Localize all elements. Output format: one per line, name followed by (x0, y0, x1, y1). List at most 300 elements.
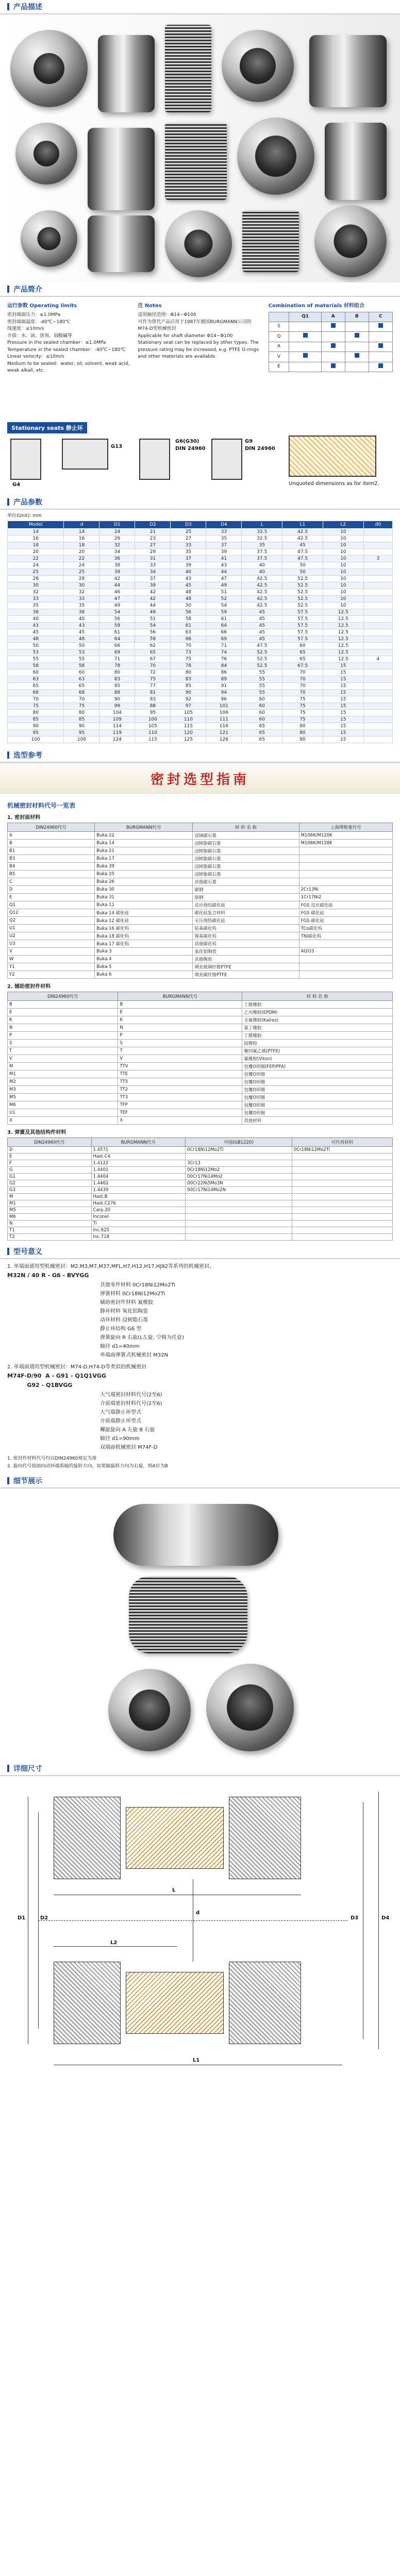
param-cell: 105 (135, 723, 171, 730)
mat-cell (321, 362, 345, 372)
param-cell: 28 (64, 576, 99, 582)
param-cell: 10 (323, 589, 363, 596)
table-row (8, 878, 393, 886)
param-cell: 95 (135, 710, 171, 716)
table2-title: 2. 辅助密封件材料 (7, 984, 51, 990)
code-cell (292, 1187, 392, 1194)
table-row (8, 549, 393, 556)
param-cell: 67 (135, 656, 171, 663)
code-cell: E (8, 1009, 118, 1016)
seal-photo (88, 215, 155, 272)
param-cell: 85 (99, 683, 135, 690)
param-cell (363, 529, 392, 536)
code-cell: FGS 反应碳化硅 (299, 901, 392, 909)
param-cell: 34 (135, 569, 171, 576)
mat-mark (378, 343, 383, 348)
code-cell: N (118, 1024, 242, 1032)
param-cell: 14 (64, 529, 99, 536)
section-header-selection (0, 748, 400, 763)
table-row (8, 683, 393, 690)
param-cell: 75 (64, 703, 99, 710)
code-cell: TCo碳化钨 (299, 925, 392, 932)
param-cell: 53 (8, 649, 64, 656)
table-row (8, 1214, 393, 1220)
table-row (8, 663, 393, 670)
table-row (8, 1001, 393, 1009)
meaning-item: 大气端密封材料代号(2至6) (100, 1392, 162, 1398)
code-cell: B5 (8, 871, 95, 878)
section-title: 产品参数 (13, 498, 42, 507)
code-cell: A (8, 832, 95, 840)
code-cell: N (8, 1220, 92, 1227)
code-cell: Buka 3 (95, 948, 193, 956)
table-row (8, 1070, 393, 1078)
code-cell: 全氟橡胶(Kalrez) (242, 1016, 393, 1024)
param-cell: 39 (171, 562, 206, 569)
param-cell: 43 (171, 576, 206, 582)
param-cell: 35 (242, 542, 282, 549)
code-cell: 1.4571 (91, 1147, 186, 1153)
param-cell: 115 (135, 737, 171, 743)
mat-header-cell (269, 312, 289, 322)
table-header-cell: D4 (206, 521, 242, 529)
table-header-cell: 材 料 名 称 (242, 992, 393, 1001)
mat-row-label: E (269, 362, 289, 372)
param-cell: 45 (171, 582, 206, 589)
param-cell: 59 (135, 636, 171, 643)
param-cell: 57.5 (282, 636, 323, 643)
table-row (8, 676, 393, 683)
param-cell: 94 (206, 690, 242, 696)
seat-section-top (229, 1797, 301, 1879)
code-cell (186, 1220, 292, 1227)
param-cell: 12.5 (323, 623, 363, 629)
param-cell: 10 (323, 542, 363, 549)
code-cell: TTV (118, 1063, 242, 1070)
param-cell: 24 (99, 529, 135, 536)
param-cell: 120 (171, 730, 206, 737)
mat-cell (289, 322, 321, 332)
param-cell: 75 (8, 703, 64, 710)
mat-cell (321, 332, 345, 342)
mat-cell (289, 362, 321, 372)
code-cell: 铬钢 (193, 894, 299, 901)
code-cell: 包覆O形圈 (242, 1101, 393, 1109)
param-cell: 32.5 (242, 529, 282, 536)
code-cell: S (118, 1040, 242, 1047)
elastomer-material-table (7, 992, 393, 1125)
spring-section-top (126, 1807, 224, 1869)
code-cell (292, 1180, 392, 1187)
param-cell: 55 (64, 656, 99, 663)
table-header-cell: BURGMANN代号 (118, 992, 242, 1001)
table-row (8, 716, 393, 723)
code-cell: T1 (8, 1227, 92, 1234)
param-cell: 33 (135, 562, 171, 569)
code-cell: 碳钢 (193, 886, 299, 894)
code-cell: Inconel (91, 1214, 186, 1220)
param-cell: 52.5 (282, 589, 323, 596)
param-cell: 45 (64, 629, 99, 636)
mat-cell (345, 332, 369, 342)
code-cell: Q1 (8, 901, 95, 909)
param-cell: 42.5 (242, 596, 282, 603)
param-cell: 20 (64, 549, 99, 556)
mat-row-label: A (269, 342, 289, 352)
param-cell: 96 (206, 696, 242, 703)
seat-g4-drawing (10, 439, 41, 480)
label-l: L (172, 1887, 176, 1893)
param-cell: 15 (323, 683, 363, 690)
param-cell: 52 (206, 596, 242, 603)
meaning-item: 弹簧材料 0Cr18Ni12Mo2Ti (100, 1291, 165, 1297)
code-cell: B (118, 1001, 242, 1009)
param-cell (363, 616, 392, 623)
param-cell: 60 (242, 716, 282, 723)
param-cell: 70 (171, 643, 206, 649)
mat-cell (289, 342, 321, 352)
param-cell (363, 636, 392, 643)
param-cell (363, 730, 392, 737)
table-row (8, 1167, 393, 1174)
param-cell: 80 (99, 670, 135, 676)
mat-cell (369, 332, 392, 342)
param-cell: 51 (206, 589, 242, 596)
model-meaning (0, 1259, 400, 1474)
header-accent-bar (7, 498, 9, 506)
code-cell: 其他碳化钨 (193, 940, 299, 948)
param-cell: 42.5 (242, 603, 282, 609)
meaning-item: 弹簧旋向 R 右旋(L左旋, 空格为任意) (100, 1334, 185, 1341)
param-cell: 48 (8, 636, 64, 643)
mat-cell (321, 342, 345, 352)
code-cell: 聚四氟乙烯(PTFE) (242, 1047, 393, 1055)
table-row (8, 1227, 393, 1234)
param-cell: 83 (135, 696, 171, 703)
code-cell (299, 963, 392, 971)
code-cell: 1Cr17Ni2 (299, 894, 392, 901)
param-cell: 100 (135, 716, 171, 723)
table-row (8, 932, 393, 940)
operating-limit-line: Pressure in the sealed chamber：≤1.0MPa (7, 340, 106, 345)
table3-title: 3. 弹簧及其他结构件材料 (7, 1130, 66, 1135)
table-row (8, 886, 393, 894)
table-row (8, 1109, 393, 1117)
table-row (8, 737, 393, 743)
param-cell: 75 (282, 716, 323, 723)
code-cell: M2 (8, 1078, 118, 1086)
table-header-row (8, 823, 393, 832)
code-cell (299, 871, 392, 878)
mat-cell (289, 332, 321, 342)
table-row (8, 1063, 393, 1070)
param-cell: 55 (242, 676, 282, 683)
code-cell: Buka 21 (95, 847, 193, 855)
param-cell: 39 (206, 549, 242, 556)
meaning-note: 2. 旋向代号按面向动环端看轴的旋转方向，如果轴旋转方向为右旋，则A应为B (7, 1464, 168, 1469)
code-cell: TTE (118, 1070, 242, 1078)
code-cell: 包覆O形圈(FEP/PFA) (242, 1063, 393, 1070)
param-cell: 57.5 (282, 623, 323, 629)
code-cell: Buka 14 (95, 840, 193, 847)
param-cell: 15 (323, 670, 363, 676)
param-cell: 65 (242, 730, 282, 737)
section-title: 细节展示 (13, 1477, 42, 1485)
param-cell: 75 (135, 676, 171, 683)
param-cell: 52.5 (282, 596, 323, 603)
param-cell: 50 (8, 643, 64, 649)
operating-limits-title: 运行参数 Operating limits (7, 303, 77, 309)
param-cell: 75 (171, 656, 206, 663)
meaning-item: 辅助密封件材料 氟橡胶 (100, 1299, 154, 1306)
param-cell: 61 (171, 623, 206, 629)
dim-line-d2 (38, 1812, 39, 2029)
header-accent-bar (7, 1477, 9, 1484)
param-cell: 85 (64, 716, 99, 723)
param-cell: 47.5 (282, 549, 323, 556)
label-d2: D2 (40, 1915, 48, 1921)
code-cell: 填充碳纤维PTFE (193, 971, 299, 979)
param-cell: 65 (135, 649, 171, 656)
param-cell: 15 (323, 703, 363, 710)
code-cell: 镍基碳化钨 (193, 932, 299, 940)
code-cell: Buka 22 (95, 832, 193, 840)
code-cell: 钴基碳化钨 (193, 925, 299, 932)
table-row (8, 696, 393, 703)
param-cell: 26 (99, 536, 135, 542)
table-row (8, 1040, 393, 1047)
code-cell: G (8, 1167, 92, 1174)
param-cell: 10 (323, 569, 363, 576)
section-header-product-desc (0, 0, 400, 14)
table-row (8, 863, 393, 871)
param-cell: 48 (171, 589, 206, 596)
code-cell: V (8, 948, 95, 956)
seal-photo (325, 123, 387, 200)
param-cell: 52.5 (242, 663, 282, 670)
param-cell: 55 (242, 690, 282, 696)
param-cell: 52.5 (282, 576, 323, 582)
mat-cell (369, 362, 392, 372)
mat-row-label: V (269, 352, 289, 362)
param-cell (363, 536, 392, 542)
param-cell (363, 676, 392, 683)
code-cell: 0Cr18Ni12Mo2 (186, 1167, 292, 1174)
stationary-seats (0, 418, 400, 495)
param-cell: 24 (8, 562, 64, 569)
seal-photo (165, 210, 232, 277)
param-cell: 47 (206, 576, 242, 582)
param-cell: 121 (206, 730, 242, 737)
param-cell: 56 (171, 609, 206, 616)
table-row (8, 1078, 393, 1086)
table1-title: 1. 密封面材料 (7, 815, 41, 821)
param-cell: 31 (135, 556, 171, 562)
param-cell: 101 (206, 703, 242, 710)
param-cell (363, 710, 392, 716)
code-cell: 1.4122 (91, 1160, 186, 1167)
param-cell: 10 (323, 576, 363, 582)
meaning-item: 大气端静止环型式 (100, 1410, 141, 1416)
code-cell: Buka 17 (95, 855, 193, 863)
param-cell: 67.5 (282, 663, 323, 670)
mat-cell (369, 342, 392, 352)
code-cell: T (118, 1047, 242, 1055)
param-cell: 42.5 (242, 576, 282, 582)
param-cell: 35 (171, 549, 206, 556)
code-cell: P (118, 1032, 242, 1040)
code-cell (186, 1200, 292, 1207)
code-cell: T (8, 1047, 118, 1055)
code-cell: 00Cr17Ni14Mo2N (186, 1187, 292, 1194)
param-cell: 90 (99, 696, 135, 703)
code-cell: TT3 (118, 1094, 242, 1101)
code-cell: Buka 26 (95, 878, 193, 886)
mat-mark (303, 333, 308, 338)
table-row (8, 971, 393, 979)
param-cell: 78 (171, 663, 206, 670)
code-cell: 氧化铝陶瓷 (193, 948, 299, 956)
code-cell: 包覆O形圈 (242, 1094, 393, 1101)
material-combination (269, 302, 393, 413)
param-cell: 38 (64, 609, 99, 616)
param-cell: 91 (206, 683, 242, 690)
code-cell: Ti (91, 1220, 186, 1227)
seal-photo (88, 128, 155, 210)
stationary-seats-title: Stationary seats 静止环 (7, 422, 87, 433)
mat-cell (345, 342, 369, 352)
table-row (8, 855, 393, 863)
seat-section-bottom (229, 1962, 301, 2044)
table-row (8, 576, 393, 582)
param-cell: 52.5 (282, 603, 323, 609)
param-cell: 27 (135, 542, 171, 549)
table-row (8, 643, 393, 649)
mat-header-cell: A (321, 312, 345, 322)
param-cell: 48 (64, 636, 99, 643)
param-cell: 14 (8, 529, 64, 536)
table-header-cell: d0 (363, 521, 392, 529)
section-title: 产品描述 (13, 3, 42, 11)
param-cell: 12.5 (323, 616, 363, 623)
spring-section-bottom (126, 1972, 224, 2034)
param-cell: 24 (64, 562, 99, 569)
param-cell: 65 (64, 683, 99, 690)
param-cell: 80 (282, 737, 323, 743)
table-row (8, 948, 393, 956)
seat-section-drawing (289, 436, 376, 477)
param-cell: 15 (323, 710, 363, 716)
section-header-detail (0, 1474, 400, 1488)
code-cell: K (8, 1016, 118, 1024)
table-row (8, 1200, 393, 1207)
code-cell: 1.4462 (91, 1180, 186, 1187)
param-cell: 10 (323, 556, 363, 562)
table-row (8, 1220, 393, 1227)
table-row (8, 1207, 393, 1214)
code-cell: 0Cr18Ni12Mo2Ti (292, 1147, 392, 1153)
seal-photo (21, 210, 77, 267)
param-cell: 56 (135, 629, 171, 636)
code-cell: U1 (8, 925, 95, 932)
param-cell: 76 (206, 656, 242, 663)
table-row (8, 963, 393, 971)
table-row (8, 690, 393, 696)
param-cell: 62 (135, 643, 171, 649)
label-l1: L1 (193, 2057, 200, 2063)
mat-mark (378, 363, 383, 368)
code-cell: S (8, 1040, 118, 1047)
code-cell: M (8, 1194, 92, 1200)
code-cell: B (8, 1001, 118, 1009)
param-cell: 65 (282, 649, 323, 656)
code-cell: M106K/M158K (299, 840, 392, 847)
param-cell: 45 (242, 616, 282, 623)
code-cell: 00Cr17Ni14Mo2 (186, 1174, 292, 1180)
code-cell: 包覆O形圈 (242, 1078, 393, 1086)
param-cell: 10 (323, 603, 363, 609)
param-cell: 110 (171, 716, 206, 723)
seal-photo (314, 205, 387, 277)
param-cell: 100 (8, 737, 64, 743)
param-cell: 60 (64, 670, 99, 676)
param-cell (363, 569, 392, 576)
param-cell (363, 643, 392, 649)
label-d3: D3 (351, 1915, 359, 1921)
spring-photo (242, 210, 299, 272)
param-cell: 45 (282, 542, 323, 549)
param-cell: 54 (206, 603, 242, 609)
mat-mark (355, 333, 359, 338)
label-d1: D1 (18, 1915, 26, 1921)
seat-g13-label: G13 (111, 444, 123, 449)
dim-line-d4 (378, 1792, 379, 2049)
notes-title: 注 Notes (138, 303, 162, 309)
table-header-cell: D3 (171, 521, 206, 529)
code-cell: E (118, 1009, 242, 1016)
param-cell: 10 (323, 529, 363, 536)
param-cell: 95 (64, 730, 99, 737)
table-header-cell: L (242, 521, 282, 529)
spring-photo (165, 123, 227, 200)
mat-row-label: Q (269, 332, 289, 342)
table-row (8, 956, 393, 963)
param-cell (363, 663, 392, 670)
param-cell: 42 (135, 589, 171, 596)
param-cell: 12.5 (323, 643, 363, 649)
param-cell: 18 (8, 542, 64, 549)
param-cell: 95 (8, 730, 64, 737)
param-cell: 33 (8, 596, 64, 603)
param-cell (363, 589, 392, 596)
meaning-item: 螺旋旋向 A 左旋 B 右旋 (100, 1427, 155, 1433)
unquoted-note: Unquoted dimensions as for item2. (289, 481, 379, 487)
param-cell: 32 (64, 589, 99, 596)
param-cell: 65 (242, 737, 282, 743)
code-cell: Inc.625 (91, 1227, 186, 1234)
table-header-cell: DIN24960代号 (8, 1138, 92, 1147)
code-cell: Buka 14 碳化硅 (95, 909, 193, 917)
code-cell: Buka 17 碳化钨 (95, 940, 193, 948)
param-cell: 37.5 (242, 549, 282, 556)
mat-mark (331, 323, 336, 328)
table-row (8, 656, 393, 663)
material-combination-table (269, 312, 393, 372)
param-cell: 42 (135, 596, 171, 603)
param-cell: 83 (171, 676, 206, 683)
meaning-item: 轴径 d1=40mm (100, 1343, 140, 1349)
code-cell: X (118, 1117, 242, 1125)
